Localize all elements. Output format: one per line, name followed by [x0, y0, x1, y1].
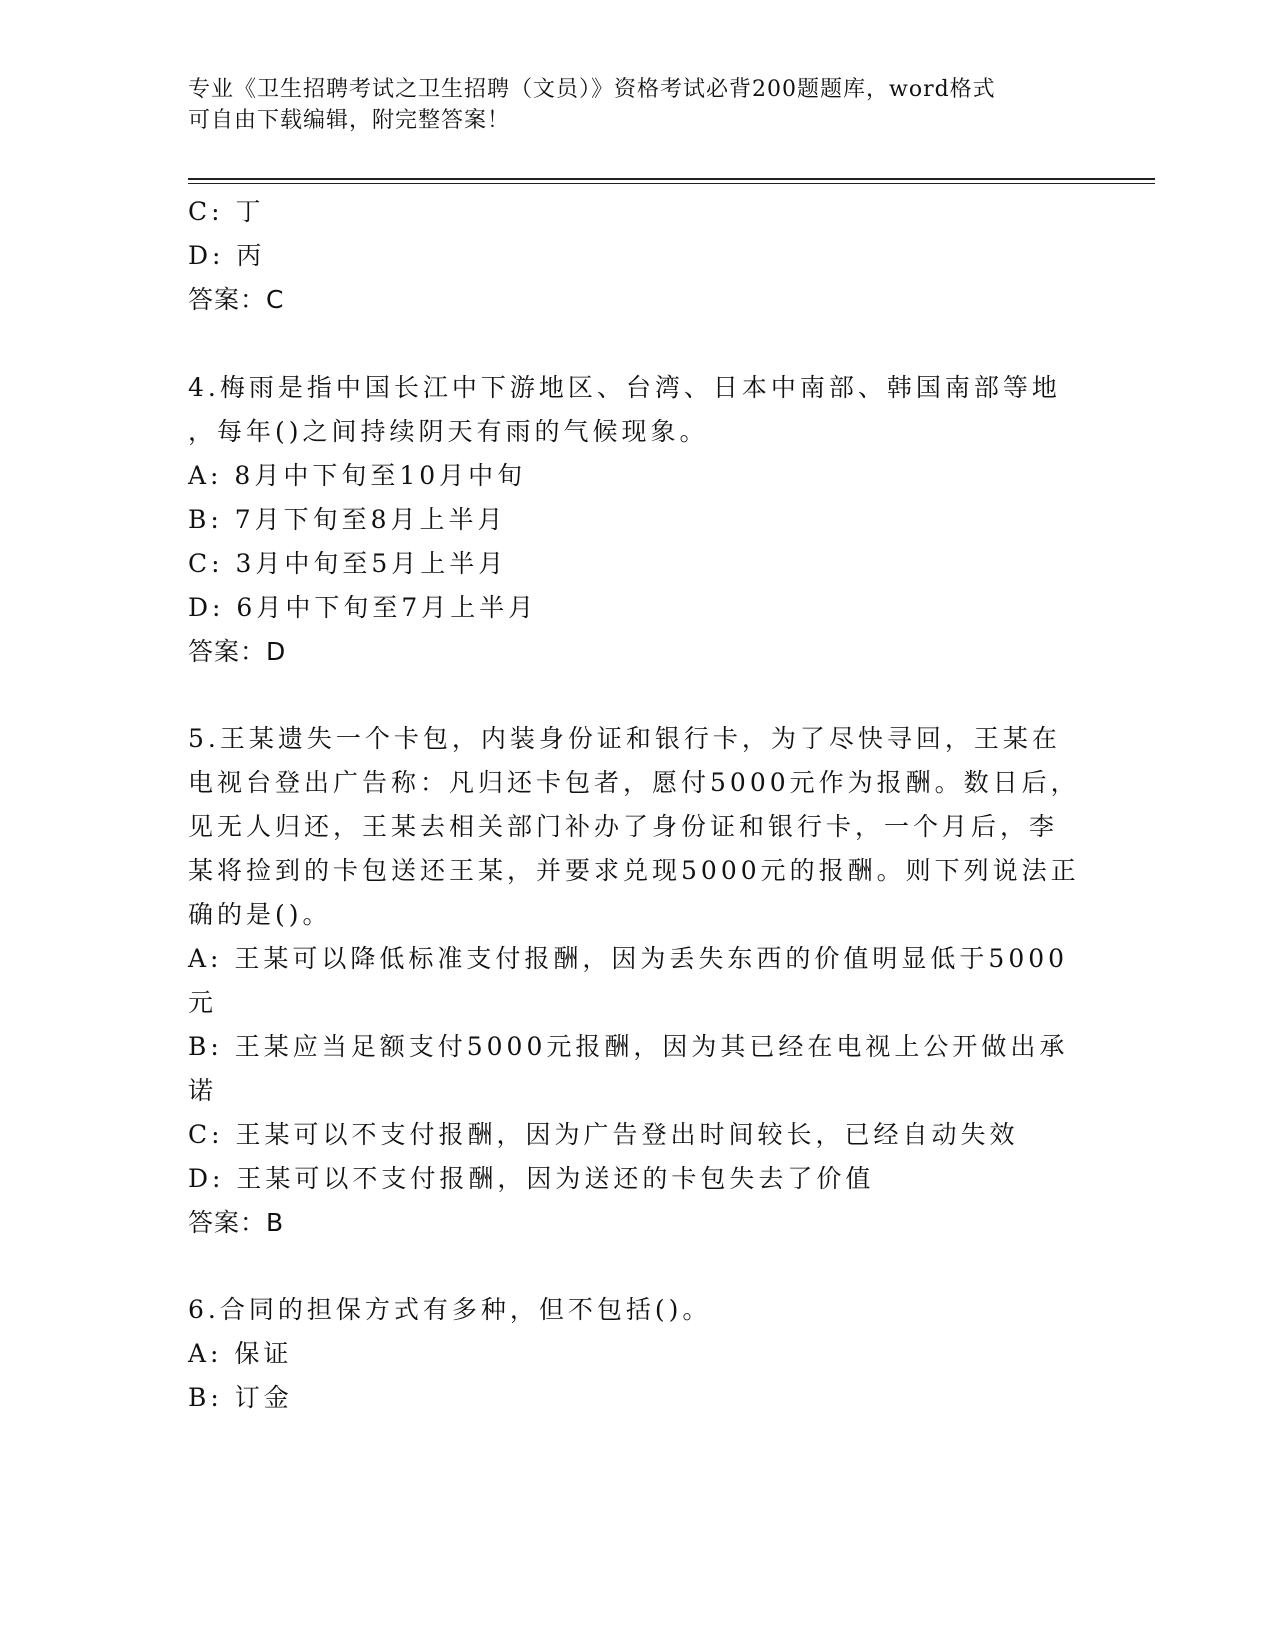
q4-answer: 答案：D [188, 637, 287, 666]
q5-question-line-5: 确的是()。 [188, 900, 332, 929]
q4-question-line-2: ，每年()之间持续阴天有雨的气候现象。 [188, 417, 709, 446]
q4-option-d: D: 6月中下旬至7月上半月 [188, 593, 538, 622]
header-divider-thick [188, 178, 1155, 180]
q3-answer: 答案：C [188, 285, 285, 314]
q4-question-line-1: 4.梅雨是指中国长江中下游地区、台湾、日本中南部、韩国南部等地 [188, 373, 1061, 402]
q5-option-a-line-2: 元 [188, 988, 218, 1017]
q5-question-line-1: 5.王某遗失一个卡包，内装身份证和银行卡，为了尽快寻回，王某在 [188, 724, 1061, 753]
page-header [188, 74, 1068, 136]
q6-option-a: A: 保证 [188, 1339, 293, 1368]
q4-option-b: B: 7月下旬至8月上半月 [188, 505, 507, 534]
header-line-1: 专业《卫生招聘考试之卫生招聘（文员）》资格考试必背200题题库，word格式 [188, 77, 996, 102]
q5-question-line-3: 见无人归还，王某去相关部门补办了身份证和银行卡，一个月后，李 [188, 812, 1059, 841]
q5-option-b-line-1: B: 王某应当足额支付5000元报酬，因为其已经在电视上公开做出承 [188, 1032, 1069, 1061]
q5-option-c: C: 王某可以不支付报酬，因为广告登出时间较长，已经自动失效 [188, 1120, 1019, 1149]
q6-option-b: B: 订金 [188, 1383, 293, 1412]
q5-answer: 答案：B [188, 1208, 285, 1237]
q5-option-b-line-2: 诺 [188, 1076, 218, 1105]
q5-option-a-line-1: A: 王某可以降低标准支付报酬，因为丢失东西的价值明显低于5000 [188, 944, 1069, 973]
q4-option-c: C: 3月中旬至5月上半月 [188, 549, 508, 578]
header-line-2: 可自由下载编辑，附完整答案！ [188, 108, 511, 133]
q5-question-line-2: 电视台登出广告称：凡归还卡包者，愿付5000元作为报酬。数日后， [188, 768, 1080, 797]
q4-option-a: A: 8月中下旬至10月中旬 [188, 461, 527, 490]
header-divider-thin [188, 183, 1155, 184]
q5-question-line-4: 某将捡到的卡包送还王某，并要求兑现5000元的报酬。则下列说法正 [188, 856, 1080, 885]
q6-question: 6.合同的担保方式有多种，但不包括()。 [188, 1295, 712, 1324]
q5-option-d: D: 王某可以不支付报酬，因为送还的卡包失去了价值 [188, 1164, 875, 1193]
q3-option-c: C: 丁 [188, 197, 265, 226]
q3-option-d: D: 丙 [188, 241, 266, 270]
